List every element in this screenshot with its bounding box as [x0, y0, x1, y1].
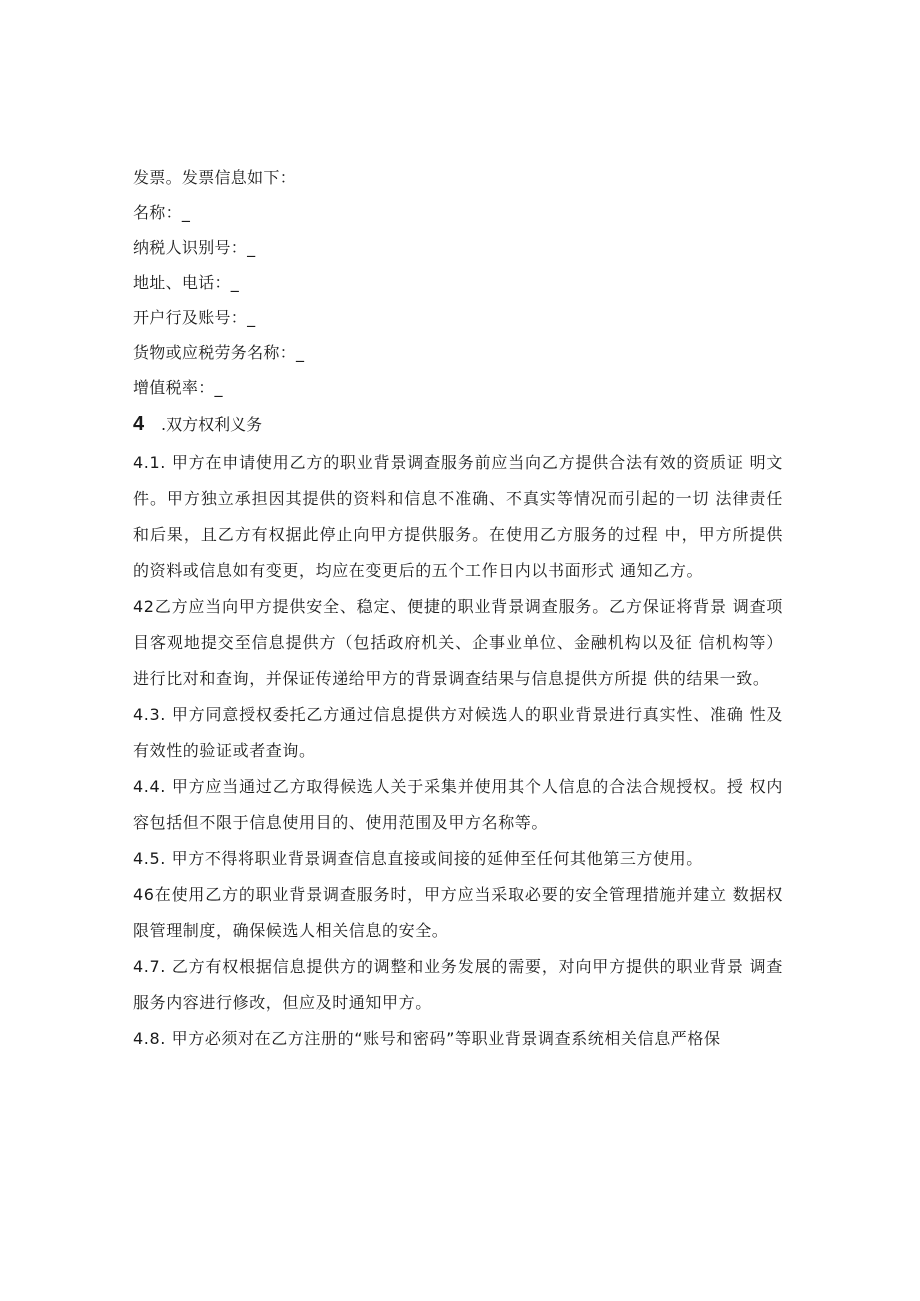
clause-4-6: 46在使用乙方的职业背景调查服务时，甲方应当采取必要的安全管理措施并建立 数据权限管理制度，确保候选人相关信息的安全。 — [133, 885, 783, 940]
clause-4-7: 4.7. 乙方有权根据信息提供方的调整和业务发展的需要，对向甲方提供的职业背景 调查服务内容进行修改，但应及时通知甲方。 — [133, 957, 783, 1012]
invoice-intro: 发票。发票信息如下： — [133, 168, 297, 187]
clause-4-3: 4.3. 甲方同意授权委托乙方通过信息提供方对候选人的职业背景进行真实性、准确 性及有效性的验证或者查询。 — [133, 705, 783, 760]
invoice-field-bank-account: 开户行及账号：_ — [133, 308, 256, 327]
section-title: .双方权利义务 — [161, 415, 263, 434]
invoice-field-goods-name: 货物或应税劳务名称：_ — [133, 343, 305, 362]
invoice-field-name: 名称：_ — [133, 203, 191, 222]
section-heading — [133, 406, 783, 442]
clause-4-1: 4.1. 甲方在申请使用乙方的职业背景调查服务前应当向乙方提供合法有效的资质证 明文件。甲方独立承担因其提供的资料和信息不准确、不真实等情况而引起的一切 法律责任和后果，且乙方有权据此停止向甲方提供服务。在使用乙方服务的过程 中，甲方所提供的资料或信息如有变更，均应在变更后的五个工作日内以书面形式 通知乙方。 — [133, 453, 783, 580]
section-number: 4 — [133, 413, 145, 435]
invoice-field-vat-rate: 增值税率：_ — [133, 378, 223, 397]
invoice-field-taxpayer-id: 纳税人识别号：_ — [133, 238, 256, 257]
clause-4-5: 4.5. 甲方不得将职业背景调查信息直接或间接的延伸至任何其他第三方使用。 — [133, 849, 703, 868]
clause-4-8: 4.8. 甲方必须对在乙方注册的“账号和密码”等职业背景调查系统相关信息严格保 — [133, 1029, 721, 1048]
clause-4-4: 4.4. 甲方应当通过乙方取得候选人关于采集并使用其个人信息的合法合规授权。授 权内容包括但不限于信息使用目的、使用范围及甲方名称等。 — [133, 777, 783, 832]
document-body — [133, 160, 783, 1057]
invoice-field-address-phone: 地址、电话：_ — [133, 273, 240, 292]
clause-4-2: 42乙方应当向甲方提供安全、稳定、便捷的职业背景调查服务。乙方保证将背景 调查项目客观地提交至信息提供方（包括政府机关、企事业单位、金融机构以及征 信机构等）进行比对和查询，并保证传递给甲方的背景调查结果与信息提供方所提 供的结果一致。 — [133, 597, 783, 688]
